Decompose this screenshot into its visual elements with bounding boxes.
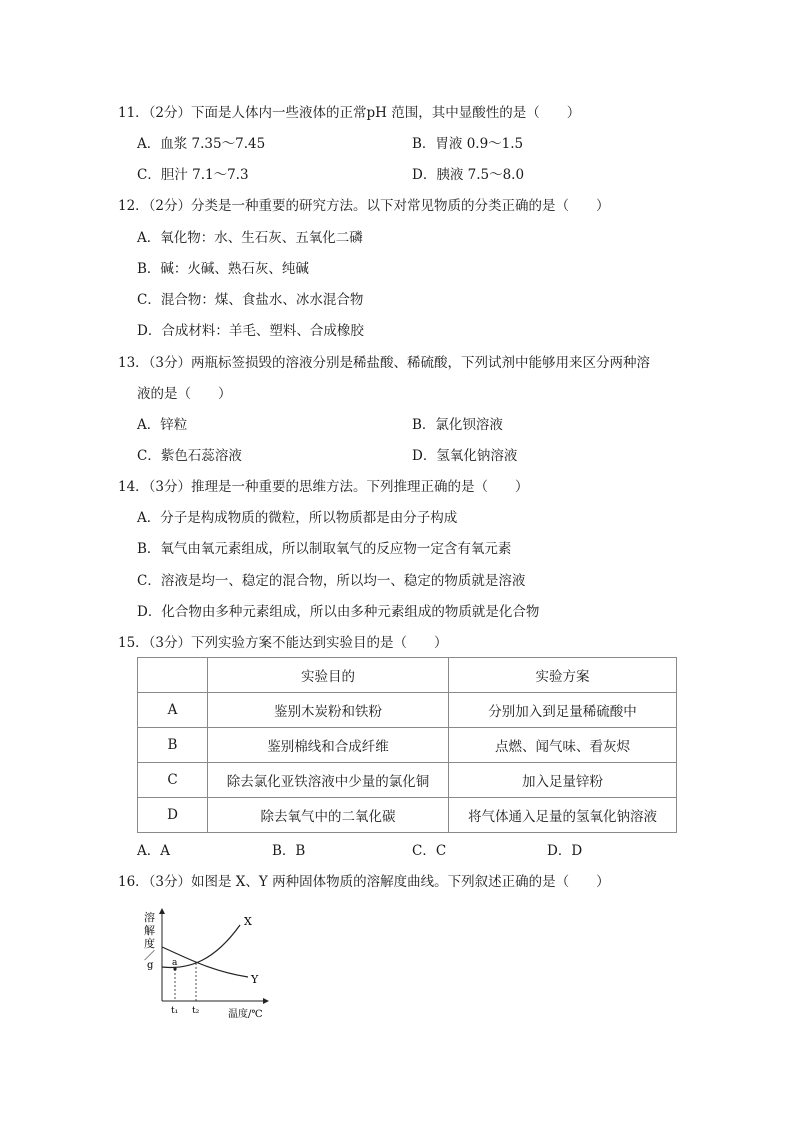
- curve-x-label: X: [244, 915, 252, 928]
- y-axis-label-char: 解: [144, 924, 155, 937]
- table-row: [138, 763, 677, 798]
- q13-option-b: B．氯化钡溶液: [412, 417, 503, 433]
- q12-option-d: D．合成材料：羊毛、塑料、合成橡胶: [137, 323, 364, 339]
- table-cell: 将气体通入足量的氢氧化钠溶液: [449, 798, 677, 833]
- q15-option-a: A．A: [137, 843, 170, 859]
- question-11-stem: 11．（2分）下面是人体内一些液体的正常pH 范围，其中显酸性的是（ ）: [118, 105, 581, 121]
- q13-option-c: C．紫色石蕊溶液: [137, 448, 242, 464]
- curve-y-label: Y: [251, 973, 259, 986]
- table-cell: 鉴别木炭粉和铁粉: [208, 693, 449, 728]
- y-axis-label-char: 度: [144, 937, 155, 950]
- y-axis-label-char: ／: [144, 949, 155, 962]
- table-cell: B: [138, 728, 208, 763]
- q15-option-d: D．D: [547, 843, 583, 859]
- table-header-row: [138, 658, 677, 693]
- t1-label: t₁: [171, 1006, 179, 1016]
- table-row: [138, 693, 677, 728]
- q12-option-a: A．氧化物：水、生石灰、五氧化二磷: [137, 230, 363, 246]
- q13-option-a: A．锌粒: [137, 417, 188, 433]
- question-14-stem: 14．（3分）推理是一种重要的思维方法。下列推理正确的是（ ）: [118, 479, 529, 495]
- y-axis-label-char: 溶: [144, 911, 155, 924]
- question-13-stem: 13．（3分）两瓶标签损毁的溶液分别是稀盐酸、稀硫酸，下列试剂中能够用来区分两种溶: [118, 355, 651, 371]
- experiment-table: [137, 657, 677, 833]
- table-cell: 分别加入到足量稀硫酸中: [449, 693, 677, 728]
- q14-option-a: A．分子是构成物质的微粒，所以物质都是由分子构成: [137, 510, 458, 526]
- q14-option-c: C．溶液是均一、稳定的混合物，所以均一、稳定的物质就是溶液: [137, 573, 526, 589]
- question-16-stem: 16．（3分）如图是 X、Y 两种固体物质的溶解度曲线。下列叙述正确的是（ ）: [118, 874, 610, 890]
- x-axis-label: 温度/℃: [228, 1009, 263, 1020]
- question-13-stem-cont: 液的是（ ）: [137, 386, 232, 402]
- table-header-cell: 实验目的: [208, 658, 449, 693]
- q11-option-c: C．胆汁 7.1～7.3: [137, 167, 249, 183]
- q11-option-b: B．胃液 0.9～1.5: [412, 136, 524, 152]
- t2-label: t₂: [192, 1006, 200, 1016]
- q13-option-d: D．氢氧化钠溶液: [412, 448, 518, 464]
- q11-option-d: D．胰液 7.5～8.0: [412, 167, 525, 183]
- q12-option-b: B．碱：火碱、熟石灰、纯碱: [137, 261, 309, 277]
- table-cell: A: [138, 693, 208, 728]
- table-cell: 除去氧气中的二氧化碳: [208, 798, 449, 833]
- table-cell: 加入足量锌粉: [449, 763, 677, 798]
- question-15-stem: 15．（3分）下列实验方案不能达到实验目的是（ ）: [118, 635, 448, 651]
- q14-option-d: D．化合物由多种元素组成，所以由多种元素组成的物质就是化合物: [137, 604, 540, 620]
- q14-option-b: B．氧气由氧元素组成，所以制取氧气的反应物一定含有氧元素: [137, 541, 512, 557]
- q15-option-c: C．C: [412, 843, 447, 859]
- table-cell: 除去氯化亚铁溶液中少量的氯化铜: [208, 763, 449, 798]
- table-header-cell: 实验方案: [449, 658, 677, 693]
- table-cell: C: [138, 763, 208, 798]
- table-cell: D: [138, 798, 208, 833]
- solubility-curve-graph: [140, 905, 280, 1020]
- q15-option-b: B．B: [272, 843, 306, 859]
- point-a-label: a: [172, 958, 178, 968]
- q12-option-c: C．混合物：煤、食盐水、冰水混合物: [137, 292, 364, 308]
- table-cell: 点燃、闻气味、看灰烬: [449, 728, 677, 763]
- q11-option-a: A．血浆 7.35～7.45: [137, 136, 266, 152]
- table-cell: 鉴别棉线和合成纤维: [208, 728, 449, 763]
- table-row: [138, 728, 677, 763]
- y-axis-label-char: g: [147, 960, 154, 971]
- question-12-stem: 12．（2分）分类是一种重要的研究方法。以下对常见物质的分类正确的是（ ）: [118, 198, 610, 214]
- table-header-cell: [138, 658, 208, 693]
- table-row: [138, 798, 677, 833]
